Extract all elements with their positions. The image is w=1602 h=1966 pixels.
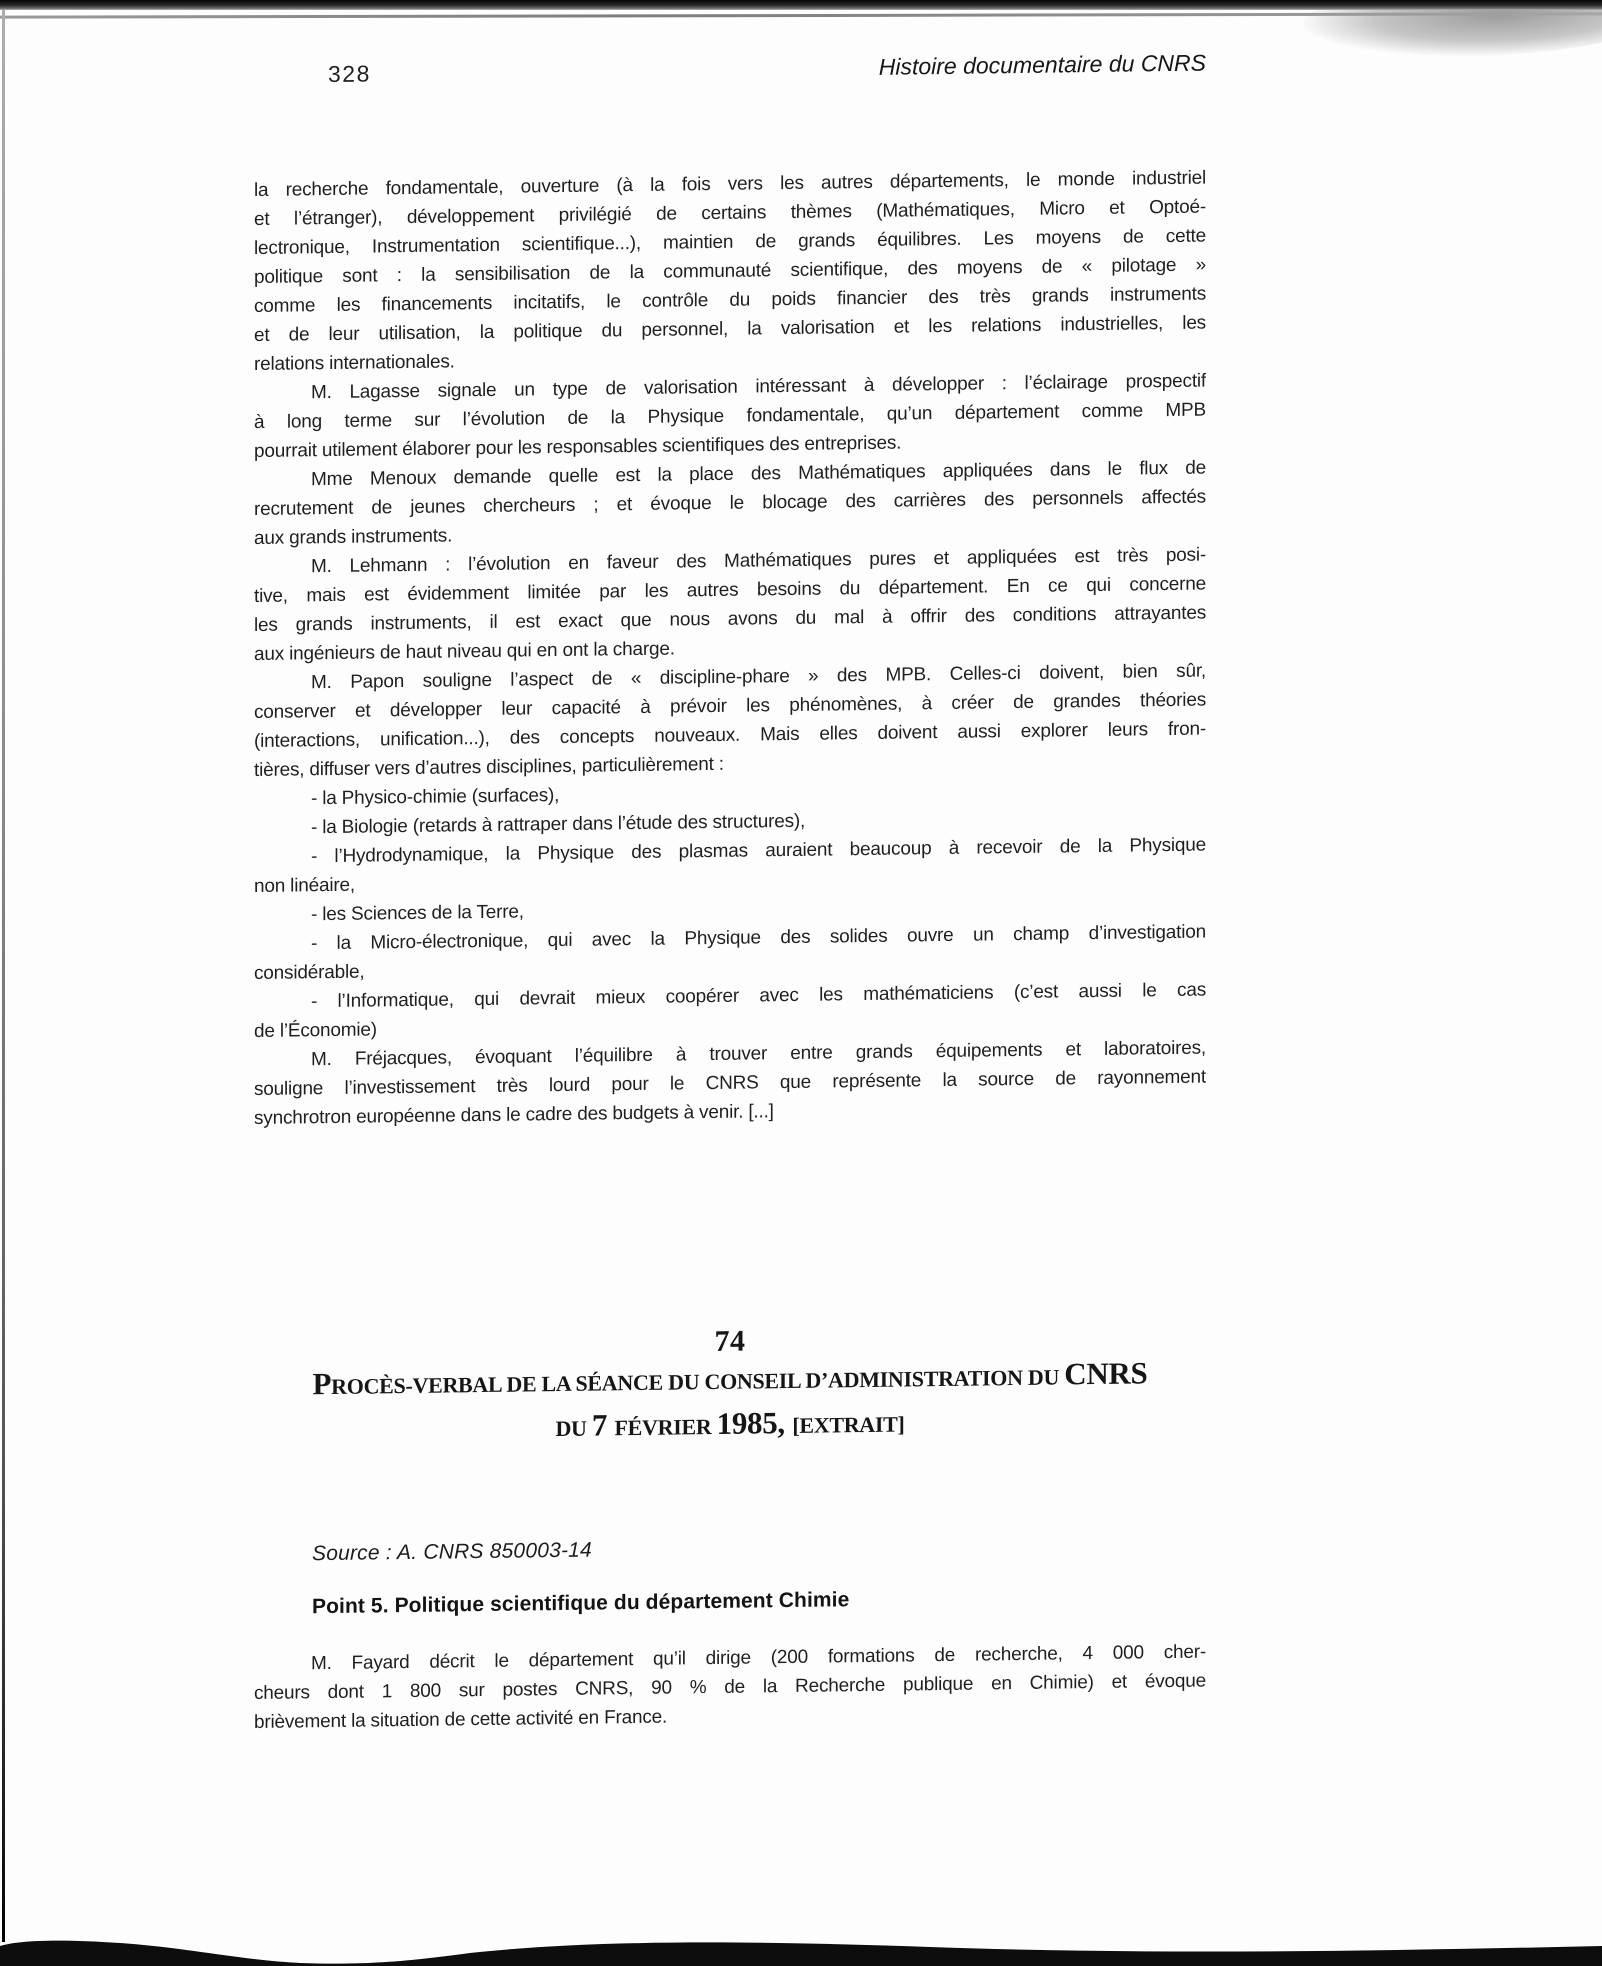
title-segment: [EXTRAIT] <box>792 1411 905 1438</box>
excerpt-paragraph <box>254 1638 1206 1737</box>
body-line: politique sont : la sensibilisation de la communauté scientifique, des moyens de « pilotage » <box>254 254 1206 288</box>
body-line: - la Biologie (retards à rattraper dans l’étude des structures), <box>311 810 806 839</box>
scan-left-edge <box>2 10 5 1942</box>
title-segment: DU <box>555 1415 592 1442</box>
body-line: M. Lagasse signale un type de valorisation intéressant à développer : l’éclairage prospectif <box>311 370 1206 404</box>
body-line: M. Fréjacques, évoquant l’équilibre à trouver entre grands équipements et laboratoires, <box>311 1037 1206 1071</box>
title-segment: P <box>312 1365 332 1402</box>
page-content <box>254 0 1206 1966</box>
body-line: - l’Informatique, qui devrait mieux coopérer avec les mathématiciens (c’est aussi le cas <box>311 979 1206 1013</box>
body-line: de l’Économie) <box>254 1019 377 1042</box>
body-line: conserver et développer leur capacité à prévoir les phénomènes, à créer de grandes théories <box>254 689 1206 723</box>
title-segment: CNRS <box>1064 1355 1148 1392</box>
body-line: lectronique, Instrumentation scientifique...), maintien de grands équilibres. Les moyens de cette <box>254 225 1206 259</box>
body-line: et de leur utilisation, la politique du personnel, la valorisation et les relations industrielles, les <box>254 312 1206 346</box>
document-number: 74 <box>714 1324 746 1358</box>
body-line: (interactions, unification...), des concepts nouveaux. Mais elles doivent aussi explorer leurs fron- <box>254 718 1206 752</box>
point-heading: Point 5. Politique scientifique du département Chimie <box>312 1588 850 1619</box>
body-line: les grands instruments, il est exact que nous avons du mal à offrir des conditions attrayantes <box>254 602 1206 636</box>
title-segment: FÉVRIER <box>614 1413 717 1441</box>
body-line: Mme Menoux demande quelle est la place des Mathématiques appliquées dans le flux de <box>311 457 1206 491</box>
body-line: à long terme sur l’évolution de la Physique fondamentale, qu’un département comme MPB <box>254 399 1206 433</box>
body-line: - les Sciences de la Terre, <box>311 901 524 926</box>
source-line: Source : A. CNRS 850003-14 <box>312 1538 592 1566</box>
body-line: aux ingénieurs de haut niveau qui en ont la charge. <box>254 638 675 665</box>
body-line: synchrotron européenne dans le cadre des budgets à venir. [...] <box>254 1101 774 1129</box>
excerpt-line: cheurs dont 1 800 sur postes CNRS, 90 % de la Recherche publique en Chimie) et évoque <box>254 1670 1206 1704</box>
page-number: 328 <box>328 60 371 88</box>
body-line: considérable, <box>254 961 365 984</box>
running-header: Histoire documentaire du CNRS <box>878 49 1206 80</box>
body-line: - la Physico-chimie (surfaces), <box>311 785 560 810</box>
body-line: M. Lehmann : l’évolution en faveur des Mathématiques pures et appliquées est très posi- <box>311 544 1206 578</box>
page-header <box>254 50 1206 89</box>
title-segment: ROCÈS-VERBAL DE LA SÉANCE DU CONSEIL D’ADMINISTRATION DU <box>331 1364 1065 1399</box>
body-line: non linéaire, <box>254 874 355 897</box>
document-heading <box>254 1319 1206 1455</box>
title-segment: 1985, <box>716 1404 793 1441</box>
body-line: et l’étranger), développement privilégié de certains thèmes (Mathématiques, Micro et Optoé- <box>254 196 1206 230</box>
excerpt-line: brièvement la situation de cette activité en France. <box>254 1706 668 1733</box>
body-line: tive, mais est évidemment limitée par les autres besoins du département. En ce qui concerne <box>254 573 1206 607</box>
body-line: souligne l’investissement très lourd pour le CNRS que représente la source de rayonnement <box>254 1066 1206 1100</box>
body-line: la recherche fondamentale, ouverture (à la fois vers les autres départements, le monde industriel <box>254 167 1206 201</box>
body-line: aux grands instruments. <box>254 525 453 549</box>
body-line: recrutement de jeunes chercheurs ; et évoque le blocage des carrières des personnels affectés <box>254 486 1206 520</box>
body-line: pourrait utilement élaborer pour les responsables scientifiques des entreprises. <box>254 432 902 462</box>
body-line: - l’Hydrodynamique, la Physique des plasmas auraient beaucoup à recevoir de la Physique <box>311 834 1206 868</box>
excerpt-line: M. Fayard décrit le département qu’il dirige (200 formations de recherche, 4 000 cher- <box>311 1641 1206 1675</box>
body-line: relations internationales. <box>254 351 455 375</box>
body-line: tières, diffuser vers d’autres disciplines, particulièrement : <box>254 753 724 781</box>
body-line: comme les financements incitatifs, le contrôle du poids financier des très grands instruments <box>254 283 1206 317</box>
title-segment: 7 <box>591 1407 615 1443</box>
body-line: - la Micro-électronique, qui avec la Physique des solides ouvre un champ d’investigation <box>311 921 1206 955</box>
body-line: M. Papon souligne l’aspect de « discipline-phare » des MPB. Celles-ci doivent, bien sûr, <box>311 660 1206 694</box>
body-text <box>254 164 1206 1133</box>
